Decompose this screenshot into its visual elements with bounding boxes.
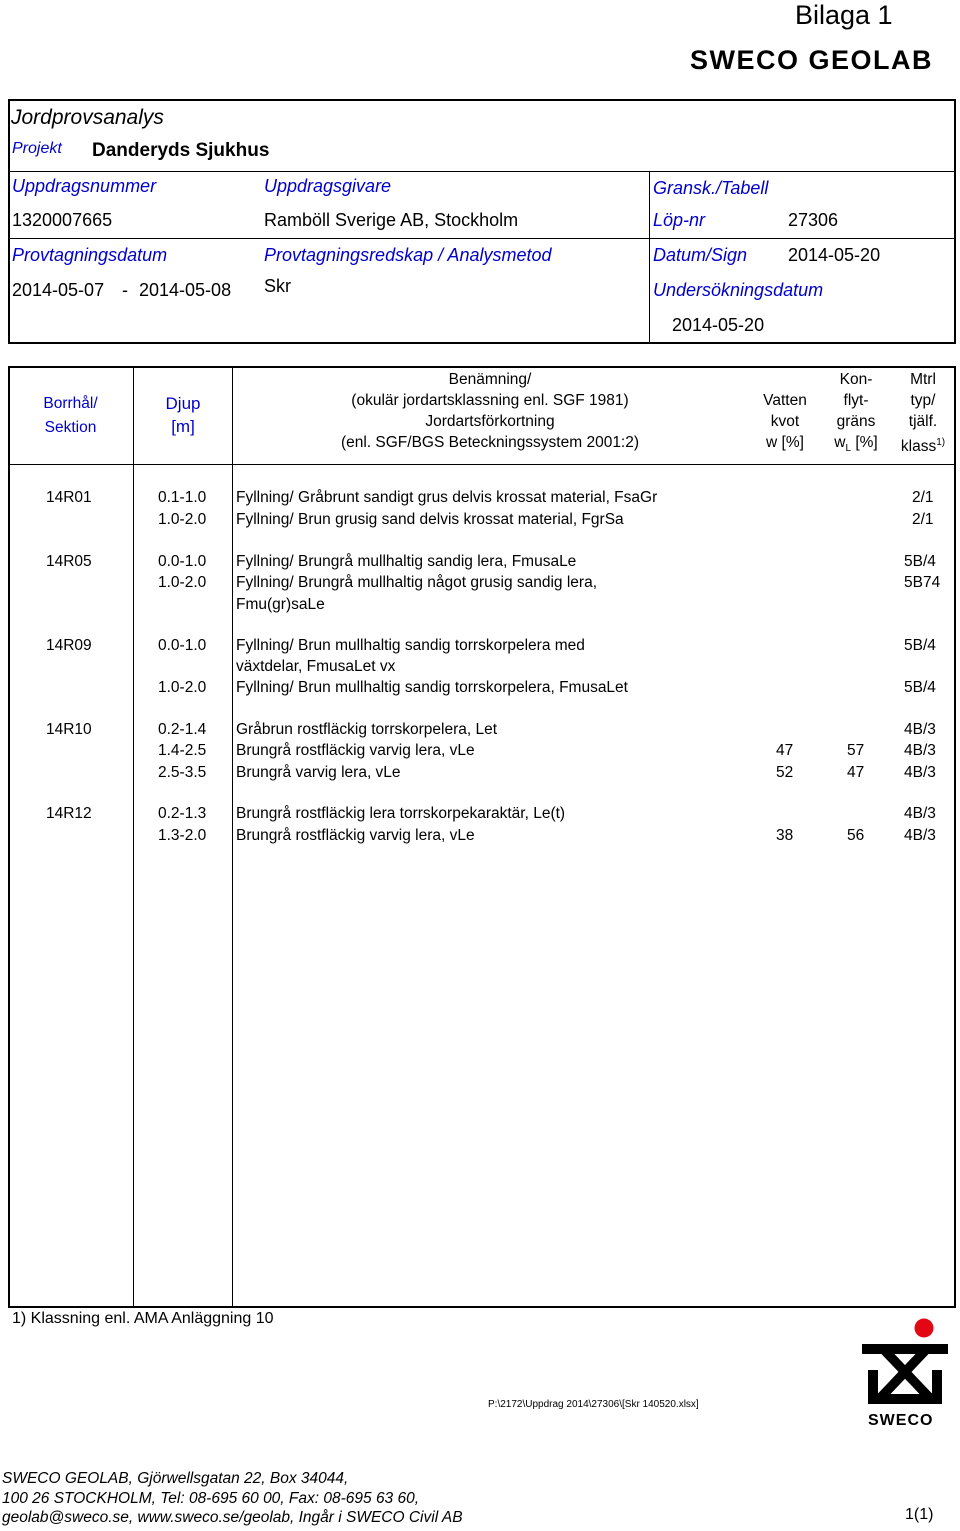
liquid-limit: 47 — [847, 764, 865, 781]
provtagningsdatum-to: 2014-05-08 — [139, 280, 232, 300]
hole-id: 14R10 — [46, 721, 92, 738]
depth: 1.3-2.0 — [158, 827, 207, 844]
material-class: 4B/3 — [904, 805, 936, 822]
description: Fmu(gr)saLe — [236, 596, 325, 613]
file-path: P:\2172\Uppdrag 2014\27306\[Skr 140520.xlsx] — [488, 1399, 699, 1410]
bilaga-label: Bilaga 1 — [795, 0, 893, 30]
lopnr-value: 27306 — [788, 210, 839, 230]
column-header-benamning: Benämning/ (okulär jordartsklassning enl. SGF 1981) Jordartsförkortning (enl. SGF/BGS Beteckningssystem 2001:2) — [340, 371, 640, 451]
uppdragsnummer-value: 1320007665 — [12, 210, 113, 230]
depth: 2.5-3.5 — [158, 764, 207, 781]
undersokningsdatum-value: 2014-05-20 — [672, 315, 765, 335]
page-number: 1(1) — [905, 1506, 934, 1523]
liquid-limit: 57 — [847, 742, 865, 759]
water-content: 38 — [776, 827, 794, 844]
footer-address-line1: SWECO GEOLAB, Gjörwellsgatan 22, Box 34044, — [2, 1470, 349, 1487]
depth: 1.0-2.0 — [158, 574, 207, 591]
column-header-borrhal: Borrhål/ Sektion — [43, 395, 98, 436]
hole-id: 14R01 — [46, 489, 92, 506]
liquid-limit: 56 — [847, 827, 865, 844]
column-header-vattenkvot: Vatten kvot w [%] — [763, 392, 807, 451]
lopnr-label: Löp-nr — [653, 210, 706, 230]
project-label: Projekt — [12, 140, 62, 157]
depth: 1.4-2.5 — [158, 742, 207, 759]
provtagningsdatum-from: 2014-05-07 — [12, 280, 105, 300]
provtagningsdatum-sep: - — [122, 280, 128, 300]
description: Fyllning/ Brungrå mullhaltig sandig lera, FmusaLe — [236, 553, 577, 570]
column-header-djup: Djup [m] — [165, 394, 201, 436]
depth: 0.1-1.0 — [158, 489, 207, 506]
datum-sign-value: 2014-05-20 — [788, 245, 881, 265]
description: Brungrå rostfläckig lera torrskorpekaraktär, Le(t) — [236, 805, 566, 822]
column-header-konflytgrans: Kon- flyt- gräns $w_L$ [%] — [834, 371, 878, 455]
description: Fyllning/ Brun grusig sand delvis krossat material, FgrSa — [236, 511, 624, 528]
material-class: 5B/4 — [904, 553, 936, 570]
water-content: 47 — [776, 742, 794, 759]
brand-name: SWECO GEOLAB — [690, 45, 934, 75]
material-class: 4B/3 — [904, 742, 936, 759]
provtagningsredskap-value: Skr — [264, 276, 291, 296]
column-divider — [232, 366, 233, 1308]
description: växtdelar, FmusaLet vx — [236, 658, 396, 675]
material-class: 4B/3 — [904, 721, 936, 738]
depth: 1.0-2.0 — [158, 679, 207, 696]
description: Fyllning/ Brun mullhaltig sandig torrskorpelera, FmusaLet — [236, 679, 628, 696]
divider — [8, 238, 956, 239]
description: Fyllning/ Gråbrunt sandigt grus delvis krossat material, FsaGr — [236, 489, 658, 506]
sweco-logo-text: SWECO — [868, 1412, 934, 1429]
provtagningsdatum-label: Provtagningsdatum — [12, 245, 168, 265]
depth: 0.0-1.0 — [158, 637, 207, 654]
material-class: 4B/3 — [904, 764, 936, 781]
hole-id: 14R09 — [46, 637, 92, 654]
material-class: 5B/4 — [904, 679, 936, 696]
column-divider — [133, 366, 134, 1308]
uppdragsgivare-value: Ramböll Sverige AB, Stockholm — [264, 210, 519, 230]
depth: 0.2-1.4 — [158, 721, 207, 738]
column-header-mtrltyp: Mtrl typ/ tjälf. klass$^{1)}$ — [900, 371, 946, 456]
divider — [649, 171, 650, 344]
provtagningsredskap-label: Provtagningsredskap / Analysmetod — [264, 245, 552, 265]
material-class: 2/1 — [912, 489, 934, 506]
uppdragsnummer-label: Uppdragsnummer — [12, 176, 157, 196]
doc-title: Jordprovsanalys — [11, 106, 164, 129]
material-class: 4B/3 — [904, 827, 936, 844]
datum-sign-label: Datum/Sign — [653, 245, 748, 265]
footer-address-line2: 100 26 STOCKHOLM, Tel: 08-695 60 00, Fax: 08-695 63 60, — [2, 1490, 420, 1507]
description: Brungrå rostfläckig varvig lera, vLe — [236, 742, 475, 759]
description: Fyllning/ Brun mullhaltig sandig torrskorpelera med — [236, 637, 585, 654]
material-class: 5B74 — [904, 574, 941, 591]
water-content: 52 — [776, 764, 794, 781]
description: Gråbrun rostfläckig torrskorpelera, Let — [236, 721, 498, 738]
divider — [8, 171, 956, 172]
hole-id: 14R12 — [46, 805, 92, 822]
footer-address-line3: geolab@sweco.se, www.sweco.se/geolab, Ingår i SWECO Civil AB — [2, 1509, 463, 1526]
undersokningsdatum-label: Undersökningsdatum — [653, 280, 824, 300]
sweco-logo — [860, 1316, 950, 1436]
gransk-label: Gransk./Tabell — [653, 178, 769, 198]
project-value: Danderyds Sjukhus — [92, 140, 270, 161]
depth: 0.2-1.3 — [158, 805, 207, 822]
depth: 1.0-2.0 — [158, 511, 207, 528]
hole-id: 14R05 — [46, 553, 92, 570]
material-class: 2/1 — [912, 511, 934, 528]
table-header-divider — [8, 464, 956, 465]
description: Brungrå rostfläckig varvig lera, vLe — [236, 827, 475, 844]
depth: 0.0-1.0 — [158, 553, 207, 570]
footnote: 1) Klassning enl. AMA Anläggning 10 — [12, 1310, 274, 1327]
uppdragsgivare-label: Uppdragsgivare — [264, 176, 392, 196]
description: Brungrå varvig lera, vLe — [236, 764, 401, 781]
description: Fyllning/ Brungrå mullhaltig något grusig sandig lera, — [236, 574, 598, 591]
sweco-logo-mark-icon — [860, 1316, 950, 1412]
material-class: 5B/4 — [904, 637, 936, 654]
